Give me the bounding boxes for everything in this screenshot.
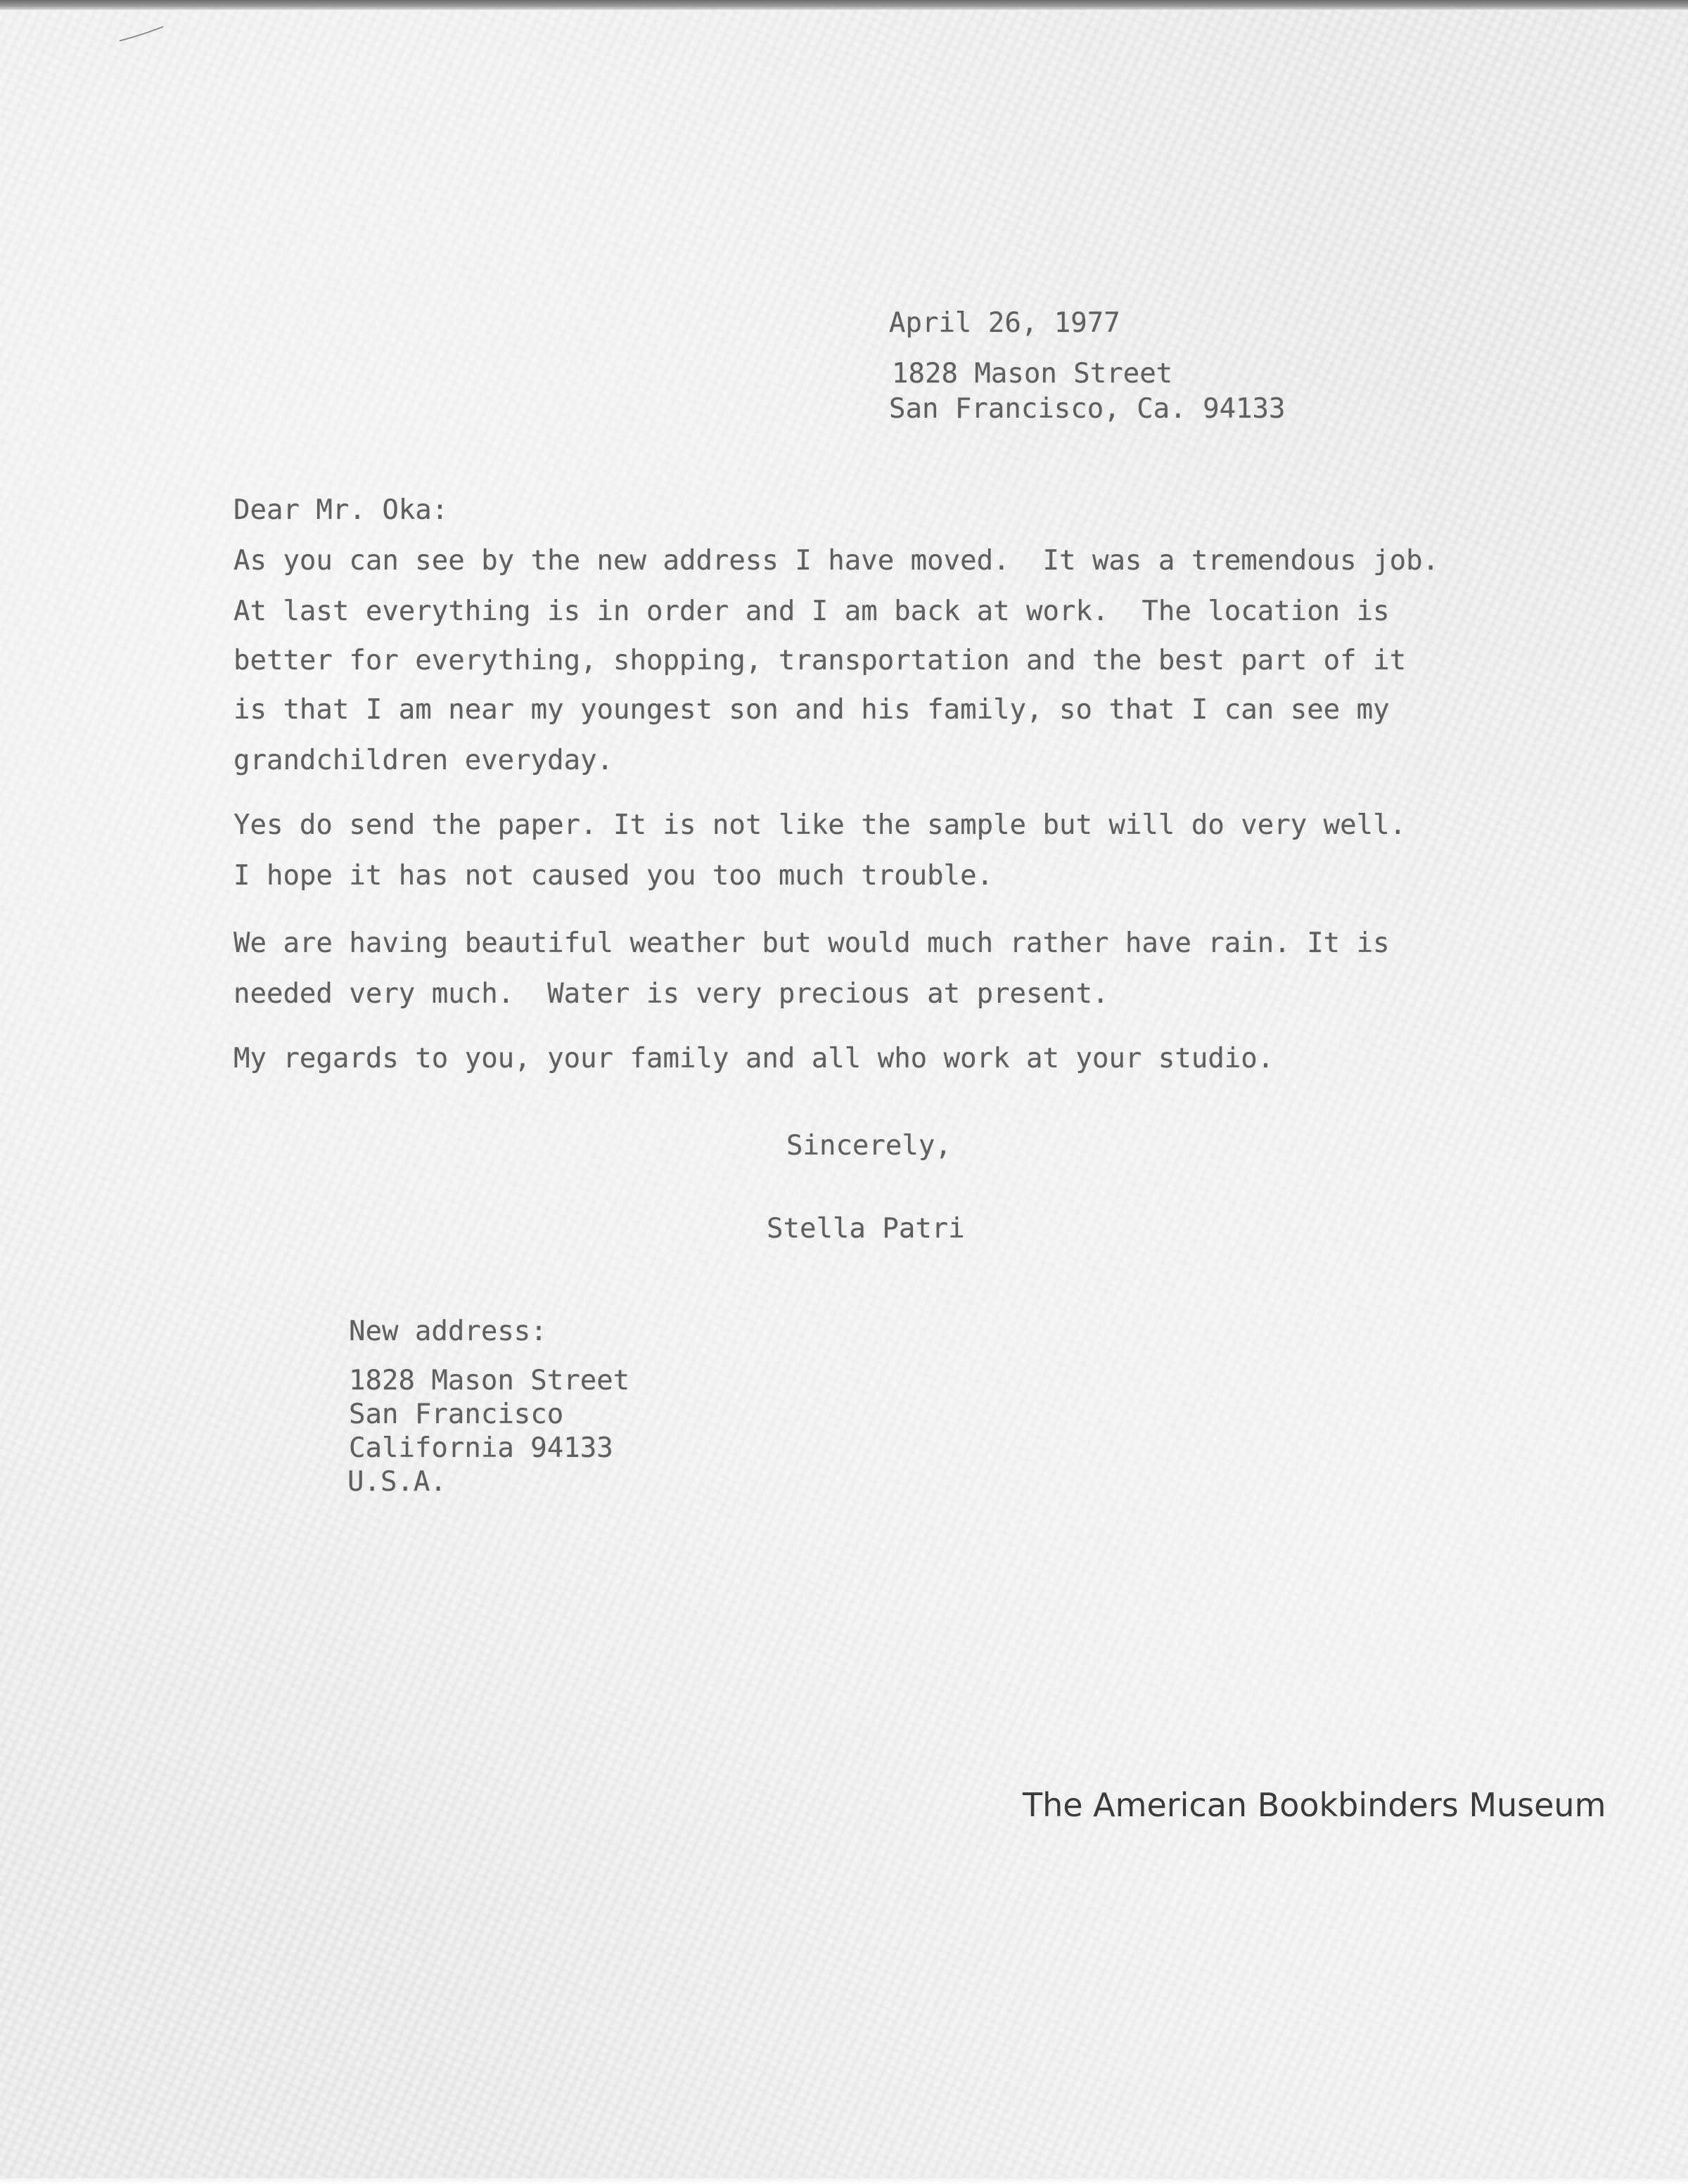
- new-address-line-3: California 94133: [349, 1432, 613, 1464]
- paragraph-4-line-1: My regards to you, your family and all who work at your studio.: [234, 1043, 1274, 1074]
- sender-address-line-1: 1828 Mason Street: [892, 358, 1173, 390]
- letter-date: April 26, 1977: [889, 307, 1120, 339]
- paragraph-2-line-1: Yes do send the paper. It is not like the sample but will do very well.: [234, 809, 1407, 841]
- paragraph-2-line-2: I hope it has not caused you too much trouble.: [234, 860, 994, 892]
- scan-top-edge: [0, 0, 1688, 10]
- paragraph-3-line-2: needed very much. Water is very precious at present.: [234, 978, 1109, 1010]
- paragraph-1-line-2: At last everything is in order and I am back at work. The location is: [234, 596, 1390, 627]
- signature: Stella Patri: [767, 1213, 965, 1245]
- paragraph-3-line-1: We are having beautiful weather but would much rather have rain. It is: [234, 927, 1390, 959]
- salutation: Dear Mr. Oka:: [234, 494, 449, 526]
- new-address-line-4: U.S.A.: [347, 1466, 447, 1498]
- pencil-mark: [117, 24, 166, 45]
- paragraph-1-line-3: better for everything, shopping, transportation and the best part of it: [234, 645, 1407, 676]
- new-address-line-2: San Francisco: [349, 1399, 564, 1430]
- paragraph-1-line-5: grandchildren everyday.: [234, 745, 614, 776]
- scan-bottom-edge: [0, 2178, 1688, 2184]
- new-address-label: New address:: [349, 1316, 547, 1347]
- museum-watermark: The American Bookbinders Museum: [1023, 1786, 1606, 1824]
- closing: Sincerely,: [786, 1130, 952, 1162]
- sender-address-line-2: San Francisco, Ca. 94133: [889, 393, 1286, 425]
- paragraph-1-line-4: is that I am near my youngest son and his family, so that I can see my: [234, 694, 1390, 726]
- new-address-line-1: 1828 Mason Street: [349, 1365, 630, 1396]
- paragraph-1-line-1: As you can see by the new address I have moved. It was a tremendous job.: [234, 545, 1440, 577]
